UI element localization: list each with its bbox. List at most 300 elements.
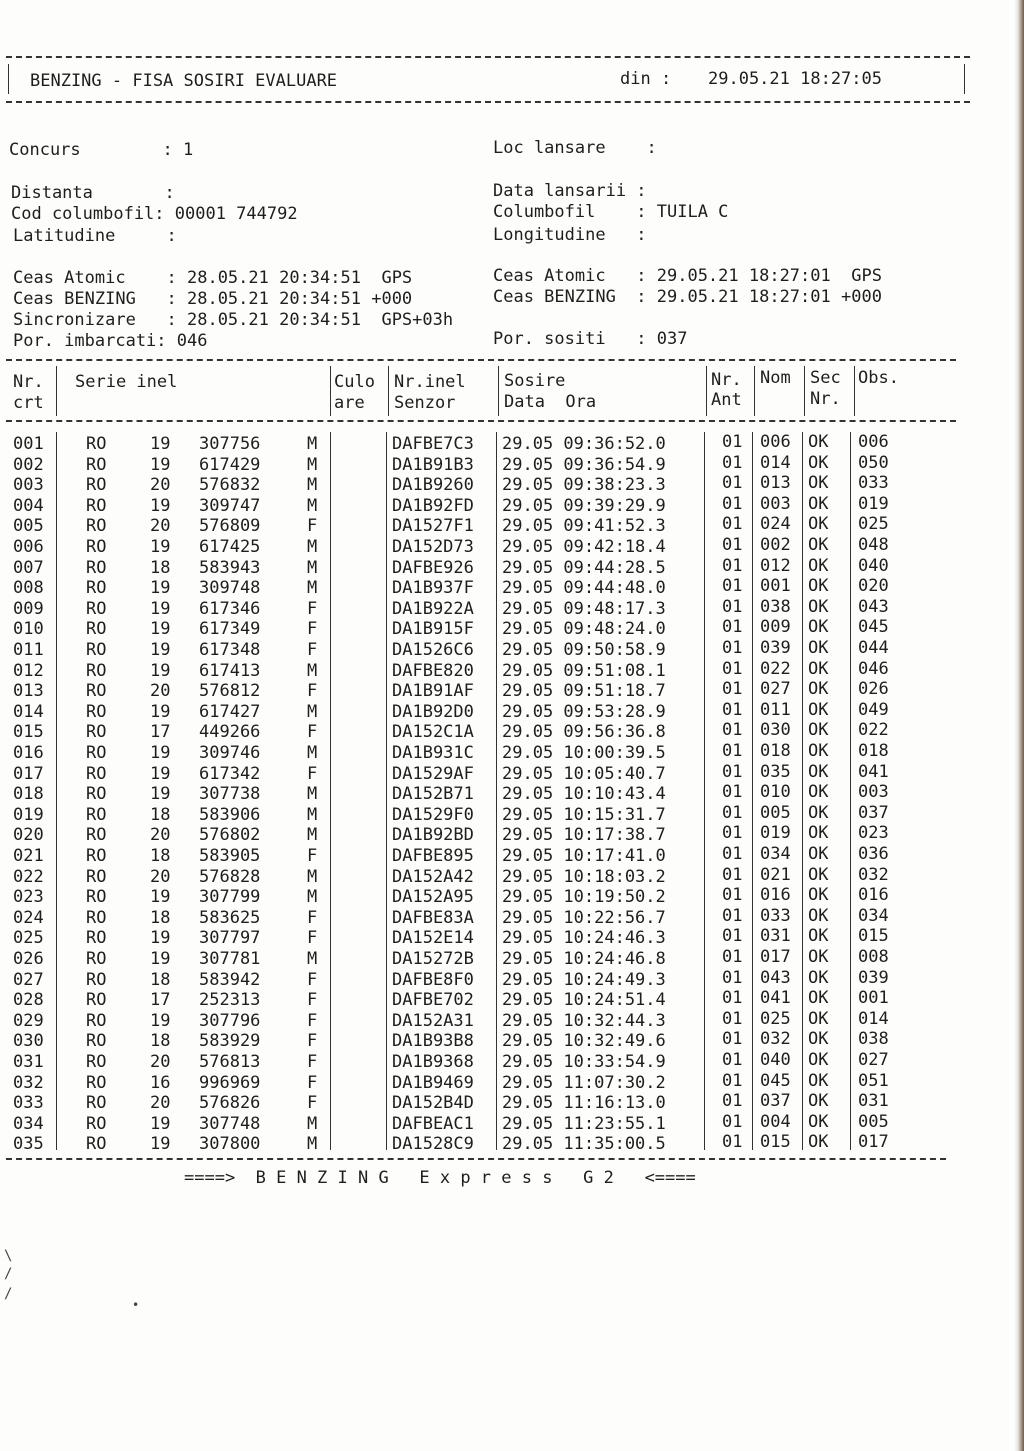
cell-nr-crt: 012 bbox=[13, 661, 44, 681]
cell-nom: 019 bbox=[760, 823, 791, 843]
cell-sex: M bbox=[307, 743, 318, 763]
cell-nr-ant: 01 bbox=[722, 1112, 743, 1132]
cell-sec: OK bbox=[808, 638, 829, 658]
cell-serie-an: 20 bbox=[150, 867, 171, 887]
cell-nr-inel-senzor: DA1B9469 bbox=[392, 1073, 474, 1093]
cell-serie-numar: 576832 bbox=[199, 475, 261, 495]
cell-nr-inel-senzor: DA152D73 bbox=[392, 537, 474, 557]
cell-nr-ant: 01 bbox=[722, 556, 743, 576]
cell-obs: 025 bbox=[858, 514, 889, 534]
cell-nr-inel-senzor: DA1527F1 bbox=[392, 516, 474, 536]
cell-serie-an: 19 bbox=[150, 887, 171, 907]
cell-sec: OK bbox=[808, 1071, 829, 1091]
cell-nom: 040 bbox=[760, 1050, 791, 1070]
cell-nr-ant: 01 bbox=[722, 988, 743, 1008]
cell-obs: 039 bbox=[858, 968, 889, 988]
cell-serie-numar: 307748 bbox=[199, 1114, 261, 1134]
cell-sec: OK bbox=[808, 844, 829, 864]
title-bottom-border bbox=[6, 101, 970, 103]
cell-nom: 013 bbox=[760, 473, 791, 493]
cell-nr-crt: 030 bbox=[13, 1031, 44, 1051]
cell-nr-ant: 01 bbox=[722, 679, 743, 699]
cell-obs: 037 bbox=[858, 803, 889, 823]
cell-nr-crt: 008 bbox=[13, 578, 44, 598]
cell-nom: 004 bbox=[760, 1112, 791, 1132]
cell-sec: OK bbox=[808, 968, 829, 988]
col-sep-8-header bbox=[854, 366, 855, 416]
cell-nr-crt: 011 bbox=[13, 640, 44, 660]
cell-nr-ant: 01 bbox=[722, 473, 743, 493]
cell-nr-inel-senzor: DAFBE702 bbox=[392, 990, 474, 1010]
cell-sex: F bbox=[307, 1031, 318, 1051]
col-header-sosire: Sosire bbox=[504, 371, 566, 391]
cell-serie-an: 16 bbox=[150, 1073, 171, 1093]
cell-sosire: 29.05 09:56:36.8 bbox=[502, 722, 666, 742]
cell-nr-inel-senzor: DA152A31 bbox=[392, 1011, 474, 1031]
cell-serie-numar: 307781 bbox=[199, 949, 261, 969]
cell-nr-ant: 01 bbox=[722, 906, 743, 926]
cell-obs: 015 bbox=[858, 926, 889, 946]
col-sep-7 bbox=[802, 432, 803, 1150]
cell-nom: 021 bbox=[760, 865, 791, 885]
top-border bbox=[6, 56, 970, 58]
cell-serie-an: 18 bbox=[150, 908, 171, 928]
cell-nr-crt: 009 bbox=[13, 599, 44, 619]
col-sep-3 bbox=[386, 432, 387, 1150]
cell-serie-numar: 309747 bbox=[199, 496, 261, 516]
cell-sosire: 29.05 09:48:24.0 bbox=[502, 619, 666, 639]
cell-nom: 030 bbox=[760, 720, 791, 740]
cell-nr-inel-senzor: DAFBE895 bbox=[392, 846, 474, 866]
cell-serie-tara: RO bbox=[86, 1011, 107, 1031]
margin-mark: \ bbox=[4, 1248, 13, 1264]
cell-serie-numar: 576826 bbox=[199, 1093, 261, 1113]
cell-serie-numar: 617429 bbox=[199, 455, 261, 475]
cell-serie-an: 20 bbox=[150, 475, 171, 495]
cell-serie-an: 20 bbox=[150, 1093, 171, 1113]
cell-obs: 008 bbox=[858, 947, 889, 967]
cell-sec: OK bbox=[808, 453, 829, 473]
cell-sosire: 29.05 09:44:48.0 bbox=[502, 578, 666, 598]
cell-serie-numar: 996969 bbox=[199, 1073, 261, 1093]
cell-serie-tara: RO bbox=[86, 640, 107, 660]
col-header-ant: Ant bbox=[711, 390, 742, 410]
cell-nom: 016 bbox=[760, 885, 791, 905]
cell-nom: 005 bbox=[760, 803, 791, 823]
cell-serie-an: 19 bbox=[150, 619, 171, 639]
cell-serie-numar: 583929 bbox=[199, 1031, 261, 1051]
loc-lansare-field: Loc lansare : bbox=[493, 138, 657, 158]
cell-nom: 010 bbox=[760, 782, 791, 802]
date-label: din : bbox=[620, 69, 672, 89]
cell-serie-tara: RO bbox=[86, 1114, 107, 1134]
report-title: BENZING - FISA SOSIRI EVALUARE bbox=[30, 71, 338, 91]
cell-serie-an: 19 bbox=[150, 455, 171, 475]
col-sep-5-header bbox=[706, 366, 707, 416]
cell-sosire: 29.05 09:51:08.1 bbox=[502, 661, 666, 681]
cell-nr-crt: 013 bbox=[13, 681, 44, 701]
cell-sex: M bbox=[307, 537, 318, 557]
cell-nr-ant: 01 bbox=[722, 535, 743, 555]
cell-nr-inel-senzor: DA1529AF bbox=[392, 764, 474, 784]
columbofil-field: Columbofil : TUILA C bbox=[493, 202, 729, 222]
cell-serie-numar: 583943 bbox=[199, 558, 261, 578]
cell-sosire: 29.05 10:24:46.3 bbox=[502, 928, 666, 948]
cell-serie-an: 18 bbox=[150, 846, 171, 866]
cell-serie-an: 19 bbox=[150, 1134, 171, 1154]
cell-serie-tara: RO bbox=[86, 949, 107, 969]
ceas-atomic-start: Ceas Atomic : 28.05.21 20:34:51 GPS bbox=[13, 268, 413, 288]
cell-obs: 003 bbox=[858, 782, 889, 802]
cell-sec: OK bbox=[808, 865, 829, 885]
cell-sosire: 29.05 10:17:38.7 bbox=[502, 825, 666, 845]
cell-sec: OK bbox=[808, 1132, 829, 1152]
cell-nr-ant: 01 bbox=[722, 1132, 743, 1152]
cell-obs: 027 bbox=[858, 1050, 889, 1070]
cell-sec: OK bbox=[808, 926, 829, 946]
col-sep-2 bbox=[330, 432, 331, 1150]
cod-columbofil-field: Cod columbofil: 00001 744792 bbox=[11, 204, 298, 224]
cell-obs: 019 bbox=[858, 494, 889, 514]
cell-nr-inel-senzor: DA1B9368 bbox=[392, 1052, 474, 1072]
cell-obs: 038 bbox=[858, 1029, 889, 1049]
cell-serie-an: 19 bbox=[150, 1114, 171, 1134]
cell-serie-tara: RO bbox=[86, 1134, 107, 1154]
cell-nr-ant: 01 bbox=[722, 968, 743, 988]
cell-obs: 031 bbox=[858, 1091, 889, 1111]
cell-nom: 037 bbox=[760, 1091, 791, 1111]
cell-sosire: 29.05 09:36:52.0 bbox=[502, 434, 666, 454]
table-header-rule bbox=[6, 420, 956, 422]
cell-nr-crt: 020 bbox=[13, 825, 44, 845]
cell-nr-crt: 026 bbox=[13, 949, 44, 969]
cell-sosire: 29.05 10:19:50.2 bbox=[502, 887, 666, 907]
col-header-obs: Obs. bbox=[858, 368, 899, 388]
cell-obs: 041 bbox=[858, 762, 889, 782]
cell-nr-crt: 017 bbox=[13, 764, 44, 784]
cell-obs: 023 bbox=[858, 823, 889, 843]
cell-sex: M bbox=[307, 434, 318, 454]
cell-nr-inel-senzor: DA152B71 bbox=[392, 784, 474, 804]
cell-serie-tara: RO bbox=[86, 764, 107, 784]
cell-nr-ant: 01 bbox=[722, 659, 743, 679]
cell-sec: OK bbox=[808, 1029, 829, 1049]
col-header-sec-nr: Nr. bbox=[810, 389, 841, 409]
cell-serie-numar: 309748 bbox=[199, 578, 261, 598]
cell-serie-tara: RO bbox=[86, 784, 107, 804]
sincronizare-field: Sincronizare : 28.05.21 20:34:51 GPS+03h bbox=[13, 310, 454, 330]
cell-nr-inel-senzor: DAFBE8F0 bbox=[392, 970, 474, 990]
cell-sex: F bbox=[307, 990, 318, 1010]
cell-sec: OK bbox=[808, 494, 829, 514]
col-sep-1 bbox=[56, 432, 57, 1150]
cell-serie-numar: 307799 bbox=[199, 887, 261, 907]
cell-sec: OK bbox=[808, 597, 829, 617]
cell-nr-inel-senzor: DA1B937F bbox=[392, 578, 474, 598]
cell-sex: M bbox=[307, 1114, 318, 1134]
cell-obs: 048 bbox=[858, 535, 889, 555]
cell-serie-tara: RO bbox=[86, 599, 107, 619]
cell-serie-tara: RO bbox=[86, 496, 107, 516]
cell-serie-an: 19 bbox=[150, 743, 171, 763]
cell-serie-tara: RO bbox=[86, 867, 107, 887]
cell-nom: 033 bbox=[760, 906, 791, 926]
cell-nom: 022 bbox=[760, 659, 791, 679]
col-header-senzor: Senzor bbox=[394, 393, 456, 413]
cell-serie-an: 19 bbox=[150, 702, 171, 722]
cell-obs: 018 bbox=[858, 741, 889, 761]
cell-nr-crt: 002 bbox=[13, 455, 44, 475]
cell-serie-numar: 576812 bbox=[199, 681, 261, 701]
cell-sec: OK bbox=[808, 1112, 829, 1132]
cell-sec: OK bbox=[808, 741, 829, 761]
cell-serie-tara: RO bbox=[86, 1073, 107, 1093]
cell-serie-tara: RO bbox=[86, 1052, 107, 1072]
cell-serie-tara: RO bbox=[86, 661, 107, 681]
cell-sosire: 29.05 11:16:13.0 bbox=[502, 1093, 666, 1113]
cell-serie-tara: RO bbox=[86, 908, 107, 928]
cell-nr-inel-senzor: DA1529F0 bbox=[392, 805, 474, 825]
cell-nr-inel-senzor: DA1B915F bbox=[392, 619, 474, 639]
cell-sosire: 29.05 09:36:54.9 bbox=[502, 455, 666, 475]
cell-obs: 022 bbox=[858, 720, 889, 740]
col-header-are: are bbox=[334, 393, 365, 413]
cell-obs: 006 bbox=[858, 432, 889, 452]
cell-sex: F bbox=[307, 908, 318, 928]
cell-serie-an: 20 bbox=[150, 516, 171, 536]
table-bottom-rule bbox=[6, 1158, 946, 1160]
cell-nom: 002 bbox=[760, 535, 791, 555]
col-header-crt: crt bbox=[13, 393, 44, 413]
cell-serie-numar: 617348 bbox=[199, 640, 261, 660]
cell-sex: F bbox=[307, 1073, 318, 1093]
col-sep-8 bbox=[850, 432, 851, 1150]
cell-nr-ant: 01 bbox=[722, 823, 743, 843]
cell-nr-crt: 029 bbox=[13, 1011, 44, 1031]
cell-sex: M bbox=[307, 661, 318, 681]
cell-nom: 043 bbox=[760, 968, 791, 988]
cell-sosire: 29.05 10:32:49.6 bbox=[502, 1031, 666, 1051]
col-header-nom: Nom bbox=[760, 368, 791, 388]
cell-serie-numar: 307738 bbox=[199, 784, 261, 804]
col-header-serie: Serie inel bbox=[75, 372, 178, 392]
cell-serie-numar: 309746 bbox=[199, 743, 261, 763]
cell-nr-crt: 005 bbox=[13, 516, 44, 536]
cell-nr-inel-senzor: DA1B92FD bbox=[392, 496, 474, 516]
cell-serie-an: 20 bbox=[150, 1052, 171, 1072]
cell-serie-numar: 576828 bbox=[199, 867, 261, 887]
cell-sosire: 29.05 09:39:29.9 bbox=[502, 496, 666, 516]
cell-serie-tara: RO bbox=[86, 516, 107, 536]
cell-obs: 051 bbox=[858, 1071, 889, 1091]
por-sositi-field: Por. sositi : 037 bbox=[493, 329, 688, 349]
cell-obs: 050 bbox=[858, 453, 889, 473]
col-sep-1-header bbox=[56, 366, 57, 416]
cell-sec: OK bbox=[808, 782, 829, 802]
scan-edge-shadow bbox=[1014, 0, 1024, 1451]
cell-sosire: 29.05 10:10:43.4 bbox=[502, 784, 666, 804]
cell-sosire: 29.05 09:50:58.9 bbox=[502, 640, 666, 660]
cell-nr-ant: 01 bbox=[722, 803, 743, 823]
cell-serie-tara: RO bbox=[86, 990, 107, 1010]
col-header-nr-ant: Nr. bbox=[711, 370, 742, 390]
report-date: 29.05.21 18:27:05 bbox=[708, 69, 882, 89]
cell-obs: 036 bbox=[858, 844, 889, 864]
cell-nr-crt: 027 bbox=[13, 970, 44, 990]
cell-sex: M bbox=[307, 496, 318, 516]
cell-sex: F bbox=[307, 681, 318, 701]
cell-serie-an: 18 bbox=[150, 970, 171, 990]
cell-sex: M bbox=[307, 702, 318, 722]
cell-nr-crt: 003 bbox=[13, 475, 44, 495]
cell-serie-tara: RO bbox=[86, 619, 107, 639]
cell-serie-an: 18 bbox=[150, 1031, 171, 1051]
cell-nr-ant: 01 bbox=[722, 1091, 743, 1111]
cell-obs: 026 bbox=[858, 679, 889, 699]
cell-sosire: 29.05 10:33:54.9 bbox=[502, 1052, 666, 1072]
col-sep-4 bbox=[496, 432, 497, 1150]
cell-nom: 015 bbox=[760, 1132, 791, 1152]
col-sep-3-header bbox=[388, 366, 389, 416]
cell-sec: OK bbox=[808, 432, 829, 452]
cell-serie-numar: 449266 bbox=[199, 722, 261, 742]
cell-nom: 025 bbox=[760, 1009, 791, 1029]
cell-sex: M bbox=[307, 1134, 318, 1154]
cell-nr-inel-senzor: DA1B93B8 bbox=[392, 1031, 474, 1051]
cell-nr-inel-senzor: DAFBE83A bbox=[392, 908, 474, 928]
cell-nr-inel-senzor: DAFBE926 bbox=[392, 558, 474, 578]
cell-nr-crt: 028 bbox=[13, 990, 44, 1010]
cell-nom: 041 bbox=[760, 988, 791, 1008]
cell-sosire: 29.05 11:07:30.2 bbox=[502, 1073, 666, 1093]
table-top-rule bbox=[6, 359, 956, 361]
cell-serie-an: 19 bbox=[150, 1011, 171, 1031]
margin-mark: / bbox=[4, 1286, 13, 1302]
cell-serie-an: 17 bbox=[150, 722, 171, 742]
cell-nr-inel-senzor: DAFBE820 bbox=[392, 661, 474, 681]
cell-serie-an: 19 bbox=[150, 661, 171, 681]
cell-nr-crt: 022 bbox=[13, 867, 44, 887]
cell-serie-numar: 617346 bbox=[199, 599, 261, 619]
cell-sec: OK bbox=[808, 679, 829, 699]
cell-nr-crt: 032 bbox=[13, 1073, 44, 1093]
col-sep-4-header bbox=[498, 366, 499, 416]
concurs-field: Concurs : 1 bbox=[9, 140, 194, 160]
cell-serie-an: 19 bbox=[150, 928, 171, 948]
cell-serie-numar: 307796 bbox=[199, 1011, 261, 1031]
cell-sosire: 29.05 11:23:55.1 bbox=[502, 1114, 666, 1134]
cell-serie-tara: RO bbox=[86, 743, 107, 763]
cell-sex: M bbox=[307, 805, 318, 825]
cell-serie-numar: 576802 bbox=[199, 825, 261, 845]
cell-sosire: 29.05 10:05:40.7 bbox=[502, 764, 666, 784]
cell-sex: F bbox=[307, 970, 318, 990]
title-right-border bbox=[964, 64, 965, 94]
cell-sosire: 29.05 09:53:28.9 bbox=[502, 702, 666, 722]
cell-nom: 017 bbox=[760, 947, 791, 967]
ceas-benzing-end: Ceas BENZING : 29.05.21 18:27:01 +000 bbox=[493, 287, 882, 307]
cell-sosire: 29.05 10:32:44.3 bbox=[502, 1011, 666, 1031]
cell-obs: 020 bbox=[858, 576, 889, 596]
cell-sec: OK bbox=[808, 556, 829, 576]
cell-nr-crt: 006 bbox=[13, 537, 44, 557]
col-sep-5 bbox=[704, 432, 705, 1150]
cell-nr-ant: 01 bbox=[722, 947, 743, 967]
cell-sec: OK bbox=[808, 803, 829, 823]
cell-serie-tara: RO bbox=[86, 434, 107, 454]
cell-nr-ant: 01 bbox=[722, 494, 743, 514]
cell-nr-inel-senzor: DA1B931C bbox=[392, 743, 474, 763]
cell-serie-tara: RO bbox=[86, 970, 107, 990]
cell-sec: OK bbox=[808, 1091, 829, 1111]
cell-nr-crt: 033 bbox=[13, 1093, 44, 1113]
cell-serie-an: 19 bbox=[150, 764, 171, 784]
cell-sosire: 29.05 09:51:18.7 bbox=[502, 681, 666, 701]
cell-sec: OK bbox=[808, 885, 829, 905]
cell-nr-ant: 01 bbox=[722, 865, 743, 885]
cell-nr-ant: 01 bbox=[722, 597, 743, 617]
cell-serie-an: 19 bbox=[150, 578, 171, 598]
cell-sec: OK bbox=[808, 947, 829, 967]
cell-nr-ant: 01 bbox=[722, 1009, 743, 1029]
cell-sec: OK bbox=[808, 700, 829, 720]
cell-sosire: 29.05 10:17:41.0 bbox=[502, 846, 666, 866]
cell-sex: M bbox=[307, 475, 318, 495]
margin-dot: • bbox=[132, 1298, 140, 1312]
cell-sex: F bbox=[307, 1093, 318, 1113]
footer-banner: ====> B E N Z I N G E x p r e s s G 2 <==== bbox=[184, 1168, 696, 1188]
longitudine-field: Longitudine : bbox=[493, 225, 647, 245]
cell-serie-an: 20 bbox=[150, 825, 171, 845]
cell-sex: F bbox=[307, 516, 318, 536]
cell-obs: 043 bbox=[858, 597, 889, 617]
cell-serie-tara: RO bbox=[86, 558, 107, 578]
cell-obs: 014 bbox=[858, 1009, 889, 1029]
cell-nr-ant: 01 bbox=[722, 514, 743, 534]
cell-nr-crt: 016 bbox=[13, 743, 44, 763]
cell-nr-crt: 007 bbox=[13, 558, 44, 578]
cell-nr-inel-senzor: DA1B92BD bbox=[392, 825, 474, 845]
cell-nom: 014 bbox=[760, 453, 791, 473]
cell-nr-inel-senzor: DAFBEAC1 bbox=[392, 1114, 474, 1134]
cell-serie-an: 19 bbox=[150, 434, 171, 454]
latitudine-field: Latitudine : bbox=[13, 226, 177, 246]
cell-nr-inel-senzor: DA1B91AF bbox=[392, 681, 474, 701]
cell-sex: M bbox=[307, 455, 318, 475]
cell-sosire: 29.05 11:35:00.5 bbox=[502, 1134, 666, 1154]
cell-nom: 032 bbox=[760, 1029, 791, 1049]
cell-sex: M bbox=[307, 578, 318, 598]
cell-nr-crt: 015 bbox=[13, 722, 44, 742]
cell-nr-crt: 004 bbox=[13, 496, 44, 516]
cell-serie-numar: 576813 bbox=[199, 1052, 261, 1072]
cell-serie-an: 19 bbox=[150, 640, 171, 660]
cell-sec: OK bbox=[808, 823, 829, 843]
cell-nr-crt: 023 bbox=[13, 887, 44, 907]
cell-serie-numar: 583905 bbox=[199, 846, 261, 866]
cell-serie-tara: RO bbox=[86, 887, 107, 907]
cell-sex: F bbox=[307, 846, 318, 866]
cell-nom: 034 bbox=[760, 844, 791, 864]
cell-obs: 046 bbox=[858, 659, 889, 679]
cell-sec: OK bbox=[808, 1050, 829, 1070]
cell-nom: 012 bbox=[760, 556, 791, 576]
cell-nr-ant: 01 bbox=[722, 844, 743, 864]
cell-serie-numar: 307800 bbox=[199, 1134, 261, 1154]
margin-mark: / bbox=[4, 1266, 13, 1282]
cell-serie-an: 19 bbox=[150, 949, 171, 969]
cell-nr-inel-senzor: DA152B4D bbox=[392, 1093, 474, 1113]
